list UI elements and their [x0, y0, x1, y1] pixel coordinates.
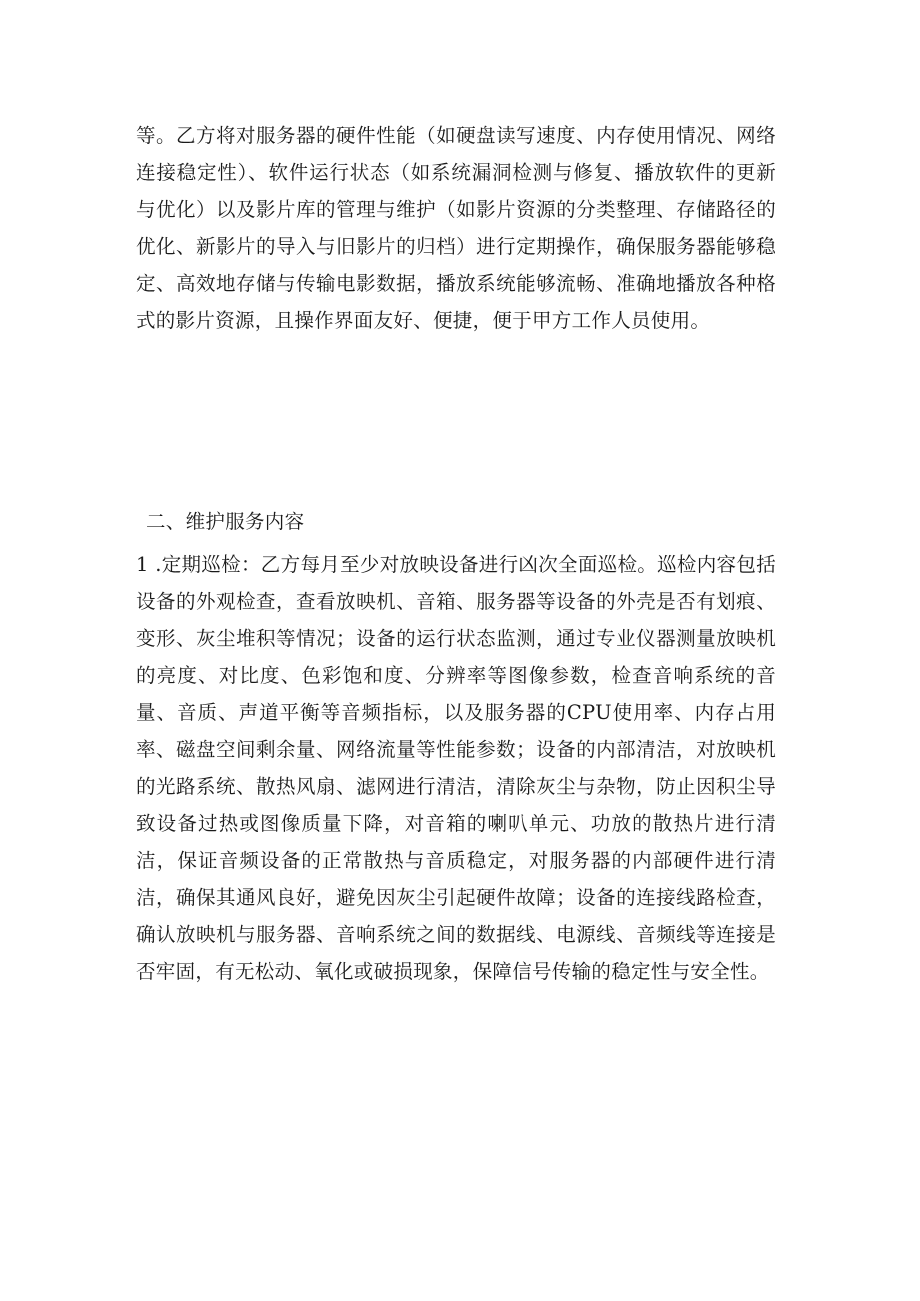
paragraph-regular-inspection: 1 .定期巡检：乙方每月至少对放映设备进行凶次全面巡检。巡检内容包括设备的外观检查，查看放映机、音箱、服务器等设备的外壳是否有划痕、变形、灰尘堆积等情况；设备的运行状态监测，通过专业仪器测量放映机的亮度、对比度、色彩饱和度、分辨率等图像参数，检查音响系统的音量、音质、声道平衡等音频指标，以及服务器的CPU使用率、内存占用率、磁盘空间剩余量、网络流量等性能参数；设备的内部清洁，对放映机的光路系统、散热风扇、滤网进行清洁，清除灰尘与杂物，防止因积尘导致设备过热或图像质量下降，对音箱的喇叭单元、功放的散热片进行清洁，保证音频设备的正常散热与音质稳定，对服务器的内部硬件进行清洁，确保其通风良好，避免因灰尘引起硬件故障；设备的连接线路检查，确认放映机与服务器、音响系统之间的数据线、电源线、音频线等连接是否牢固，有无松动、氧化或破损现象，保障信号传输的稳定性与安全性。	[136, 553, 776, 983]
paragraph-server-maintenance: 等。乙方将对服务器的硬件性能（如硬盘读写速度、内存使用情况、网络连接稳定性）、软件运行状态（如系统漏洞检测与修复、播放软件的更新与优化）以及影片库的管理与维护（如影片资源的分类整理、存储路径的优化、新影片的导入与旧影片的归档）进行定期操作，确保服务器能够稳定、高效地存储与传输电影数据，播放系统能够流畅、准确地播放各种格式的影片资源，且操作界面友好、便捷，便于甲方工作人员使用。	[136, 124, 776, 332]
section-heading-maintenance-content: 二、维护服务内容	[146, 510, 305, 533]
